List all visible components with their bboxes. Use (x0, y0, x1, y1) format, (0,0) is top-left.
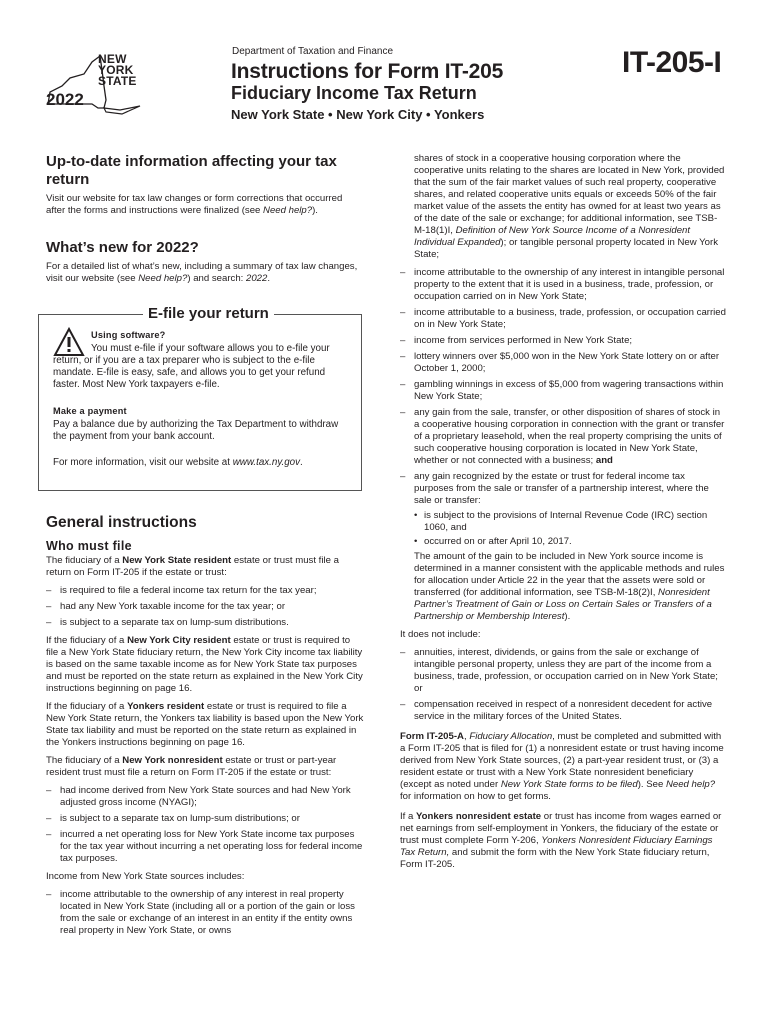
not-include-label: It does not include: (400, 629, 481, 640)
general-instructions (46, 514, 364, 943)
page-subtitle: Fiduciary Income Tax Return (231, 83, 477, 103)
list-item: – is required to file a federal income tax return for the tax year; (46, 585, 364, 597)
partnership-bullets (414, 510, 726, 548)
page-title: Instructions for Form IT-205 (231, 60, 504, 83)
list-item: – any gain from the sale, transfer, or other disposition of shares of stock in a cooperative housing corporation in connection with the grant or transfer of a proprietary leasehold, when the real property comprising the units of such cooperative housing corporation is located in New York State, whether or not connected with a business; and (400, 407, 726, 467)
general-heading: General instructions (46, 514, 197, 531)
right-column (400, 153, 726, 877)
payment-text: Pay a balance due by authorizing the Tax Department to withdraw the payment from your bank account. (53, 419, 339, 442)
uptodate-text: Visit our website for tax law changes or form corrections that occurred after the forms and instructions were finalized (see Need help?). (46, 193, 343, 216)
bullet-item: • occurred on or after April 10, 2017. (414, 536, 726, 548)
list-item: – any gain recognized by the estate or trust for federal income tax purposes from the sale or transfer of a partnership interest, where the sale or transfer: • is subject to the provisions of Internal Revenue Code (IRC) section 1060, and • occurred on or after April 10, 2017. The amount of the gain to be included in New York source income is determined in a manner consistent with the applicable methods and rules for allocation under Article 22 in the year that the assets were sold or transferred (for additional information, see TSB-M-18(2)I, Nonresident Partner’s Treatment of Gain or Loss on Certain Sales or Transfers of a Partnership or Membership Interest). (400, 471, 726, 623)
uptodate-heading: Up-to-date information affecting your tax return (46, 153, 337, 188)
make-payment-label: Make a payment (53, 406, 127, 416)
logo-wordmark: NEW YORK STATE (98, 52, 137, 88)
list-item: – had income derived from New York State sources and had New York adjusted gross income (NYAGI); (46, 785, 364, 809)
whats-new-text: For a detailed list of what’s new, including a summary of tax law changes, visit our website (see Need help?) and search: 2022. (46, 261, 358, 284)
list-item: – gambling winnings in excess of $5,000 from wagering transactions within New York State; (400, 379, 726, 403)
nonresident-paragraph: The fiduciary of a New York nonresident estate or trust or part-year resident trust must file a return on Form IT-205 if the estate or trust: (46, 755, 337, 778)
it205a-paragraph: Form IT-205-A, Fiduciary Allocation, must be completed and submitted with a Form IT-205 that is filed for (1) a nonresident estate or trust having income derived from New York State sources, (2) a part-year resident trust, or (3) a resident estate or trust with a New York State nonresident beneficiary (except as noted under New York State forms to be filed). See Need help? for information on how to get forms. (400, 731, 724, 802)
yonkers-nonresident-paragraph: If a Yonkers nonresident estate or trust has income from wages earned or net earnings from self-employment in Yonkers, the fiduciary of the estate or trust must complete Form Y-206, Yonkers Nonresident Fiduciary Earnings Tax Return, and submit the form with the New York State fiduciary return, Form IT-205. (400, 811, 722, 870)
using-software-label: Using software? (91, 330, 166, 340)
form-number: IT-205-I (622, 46, 722, 79)
tax-website-link[interactable]: www.tax.ny.gov (232, 457, 301, 468)
sources-intro: Income from New York State sources includes: (46, 871, 245, 882)
resident-list (46, 585, 364, 629)
software-text: You must e-file if your software allows you to e-file your return, or if you are a tax preparer who is subject to the e-file mandate. E-file is easy, safe, and allows you to get your refund faster. Most New York taxpayers e-file. (53, 343, 330, 390)
list-item: – is subject to a separate tax on lump-sum distributions; or (46, 813, 364, 825)
who-must-file-heading: Who must file (46, 539, 132, 553)
need-help-link[interactable]: Need help? (263, 205, 313, 216)
sources-list (46, 889, 364, 937)
department-name: Department of Taxation and Finance (232, 46, 394, 57)
list-item: – income attributable to the ownership of any interest in intangible personal property to the extent that it is used in a business, trade, profession, or occupation carried on in New York State; (400, 267, 726, 303)
need-help-link[interactable]: Need help? (138, 273, 188, 284)
sources-list-continued (400, 267, 726, 623)
resident-paragraph: The fiduciary of a New York State resident estate or trust must file a return on Form IT-205 if the estate or trust: (46, 555, 339, 578)
jurisdictions-tagline: New York State • New York City • Yonkers (231, 107, 485, 122)
list-item: – lottery winners over $5,000 won in the New York State lottery on or after October 1, 2000; (400, 351, 726, 375)
list-item: – income attributable to a business, trade, profession, or occupation carried on in New York State; (400, 307, 726, 331)
list-item: – annuities, interest, dividends, or gains from the sale or exchange of intangible personal property, unless they are part of the income from a business, trade, profession, or occupation carried on in New York State; or (400, 647, 726, 695)
logo-year: 2022 (46, 90, 84, 109)
sources-continued: shares of stock in a cooperative housing corporation where the cooperative units relating to the shares are located in New York, provided that the sum of the fair market values of such real property, cooperative shares, and related cooperative units equals or exceeds 50% of the fair market value of the assets the entity has owned for at least two years as of the date of the sale or exchange; for additional information, see TSB-M-18(1)I, Definition of New York Source Income of a Nonresident Individual Expanded); or tangible personal property located in New York State; (414, 153, 725, 260)
need-help-link[interactable]: Need help? (665, 779, 716, 790)
efile-box (38, 305, 362, 491)
left-column (46, 153, 364, 291)
nyc-paragraph: If the fiduciary of a New York City resident estate or trust is required to file a New York State fiduciary return, the New York City income tax liability is based on the same taxable income as for New York State tax purposes and must be reported on the state return as explained in the New York City instructions beginning on page 16. (46, 635, 363, 694)
list-item: – incurred a net operating loss for New York State income tax purposes for the tax year without incurring a net operating loss for federal income tax purposes. (46, 829, 364, 865)
yonkers-paragraph: If the fiduciary of a Yonkers resident estate or trust is required to file a New York State return, the Yonkers tax liability is based upon the New York State tax liability and must be reported on the state return as explained in the Yonkers instructions beginning on page 16. (46, 701, 364, 748)
list-item: – is subject to a separate tax on lump-sum distributions. (46, 617, 364, 629)
list-item: – income attributable to the ownership of any interest in real property located in New York State (including all or a portion of the gain or loss from the sale or exchange of an interest in an entity if the entity owns real property in New York State, or owns (46, 889, 364, 937)
nonresident-list (46, 785, 364, 865)
more-info-text: For more information, visit our website at www.tax.ny.gov. (53, 457, 303, 468)
gain-amount-text: The amount of the gain to be included in New York source income is determined in a manner consistent with the applicable methods and rules for allocation under Article 22 in the year that the assets were sold or transferred (for additional information, see TSB-M-18(2)I, Nonresident Partner’s Treatment of Gain or Loss on Certain Sales or Transfers of a Partnership or Membership Interest). (414, 551, 725, 622)
efile-title: E-file your return (143, 305, 274, 322)
list-item: – compensation received in respect of a nonresident decedent for active service in the military forces of the United States. (400, 699, 726, 723)
list-item: – had any New York taxable income for the tax year; or (46, 601, 364, 613)
bullet-item: • is subject to the provisions of Internal Revenue Code (IRC) section 1060, and (414, 510, 726, 534)
list-item: – income from services performed in New York State; (400, 335, 726, 347)
whats-new-heading: What’s new for 2022? (46, 239, 199, 256)
not-include-list (400, 647, 726, 723)
